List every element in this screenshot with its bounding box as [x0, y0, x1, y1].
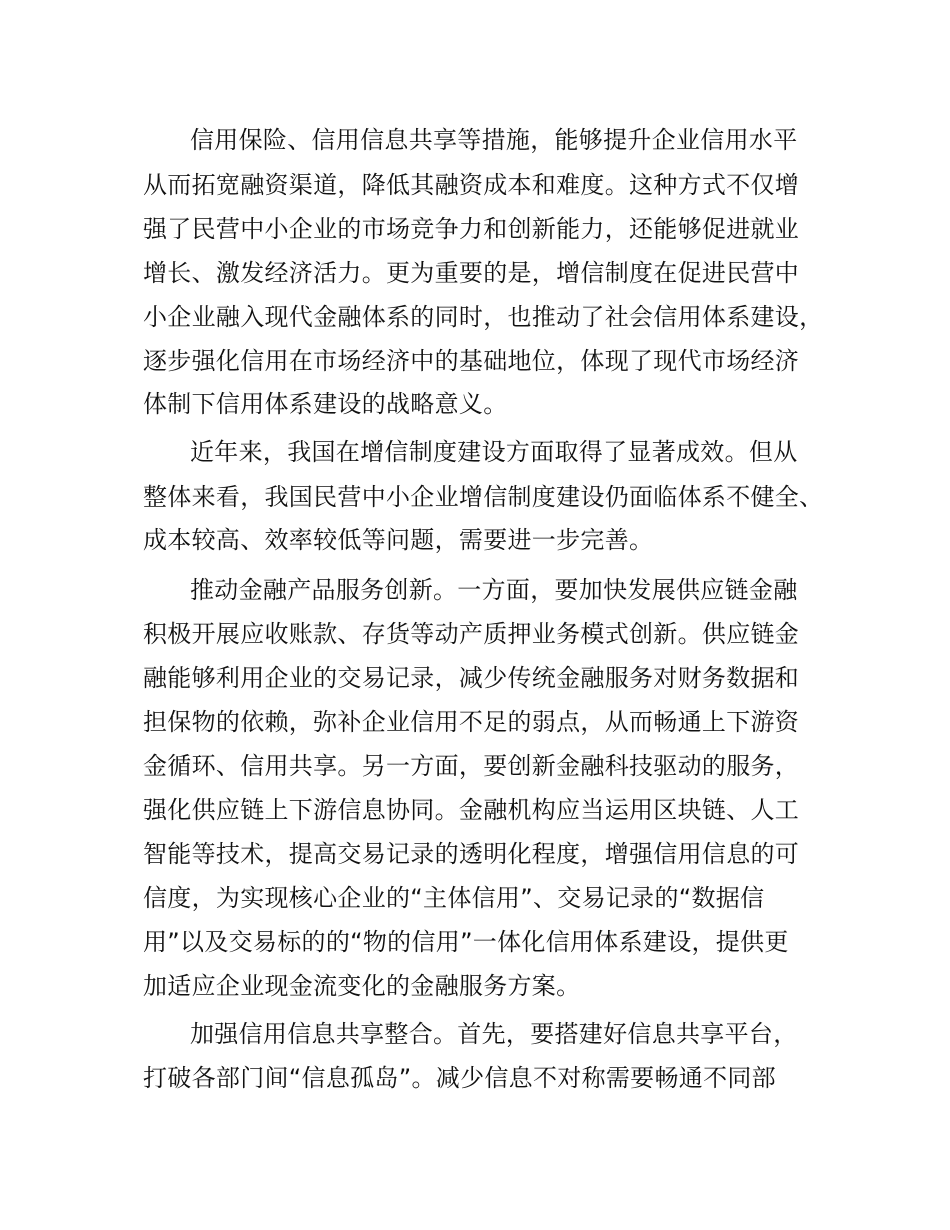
text-line: 担保物的依赖，弥补企业信用不足的弱点，从而畅通上下游资 [143, 708, 800, 736]
text-line: 整体来看，我国民营中小企业增信制度建设仍面临体系不健全、 [143, 483, 824, 511]
text-line: 推动金融产品服务创新。一方面，要加快发展供应链金融 [190, 576, 798, 604]
text-line: 用”以及交易标的的“物的信用”一体化信用体系建设，提供更 [143, 928, 789, 956]
text-line: 增长、激发经济活力。更为重要的是，增信制度在促进民营中 [143, 259, 800, 287]
text-line: 强了民营中小企业的市场竞争力和创新能力，还能够促进就业 [143, 215, 800, 243]
text-line: 信度，为实现核心企业的“主体信用”、交易记录的“数据信 [143, 884, 765, 912]
text-line: 积极开展应收账款、存货等动产质押业务模式创新。供应链金 [143, 620, 800, 648]
text-line: 体制下信用体系建设的战略意义。 [143, 390, 508, 418]
text-line: 信用保险、信用信息共享等措施，能够提升企业信用水平 [190, 126, 798, 154]
text-line: 小企业融入现代金融体系的同时，也推动了社会信用体系建设， [143, 303, 824, 331]
text-line: 加适应企业现金流变化的金融服务方案。 [143, 972, 581, 1000]
text-line: 从而拓宽融资渠道，降低其融资成本和难度。这种方式不仅增 [143, 171, 800, 199]
text-line: 加强信用信息共享整合。首先，要搭建好信息共享平台， [190, 1020, 798, 1048]
text-line: 融能够利用企业的交易记录，减少传统金融服务对财务数据和 [143, 664, 800, 692]
text-line: 金循环、信用共享。另一方面，要创新金融科技驱动的服务， [143, 752, 800, 780]
text-line: 强化供应链上下游信息协同。金融机构应当运用区块链、人工 [143, 796, 800, 824]
text-line: 智能等技术，提高交易记录的透明化程度，增强信用信息的可 [143, 840, 800, 868]
text-line: 打破各部门间“信息孤岛”。减少信息不对称需要畅通不同部 [143, 1064, 776, 1092]
text-line: 成本较高、效率较低等问题，需要进一步完善。 [143, 526, 654, 554]
text-line: 逐步强化信用在市场经济中的基础地位，体现了现代市场经济 [143, 347, 800, 375]
text-line: 近年来，我国在增信制度建设方面取得了显著成效。但从 [190, 438, 798, 466]
